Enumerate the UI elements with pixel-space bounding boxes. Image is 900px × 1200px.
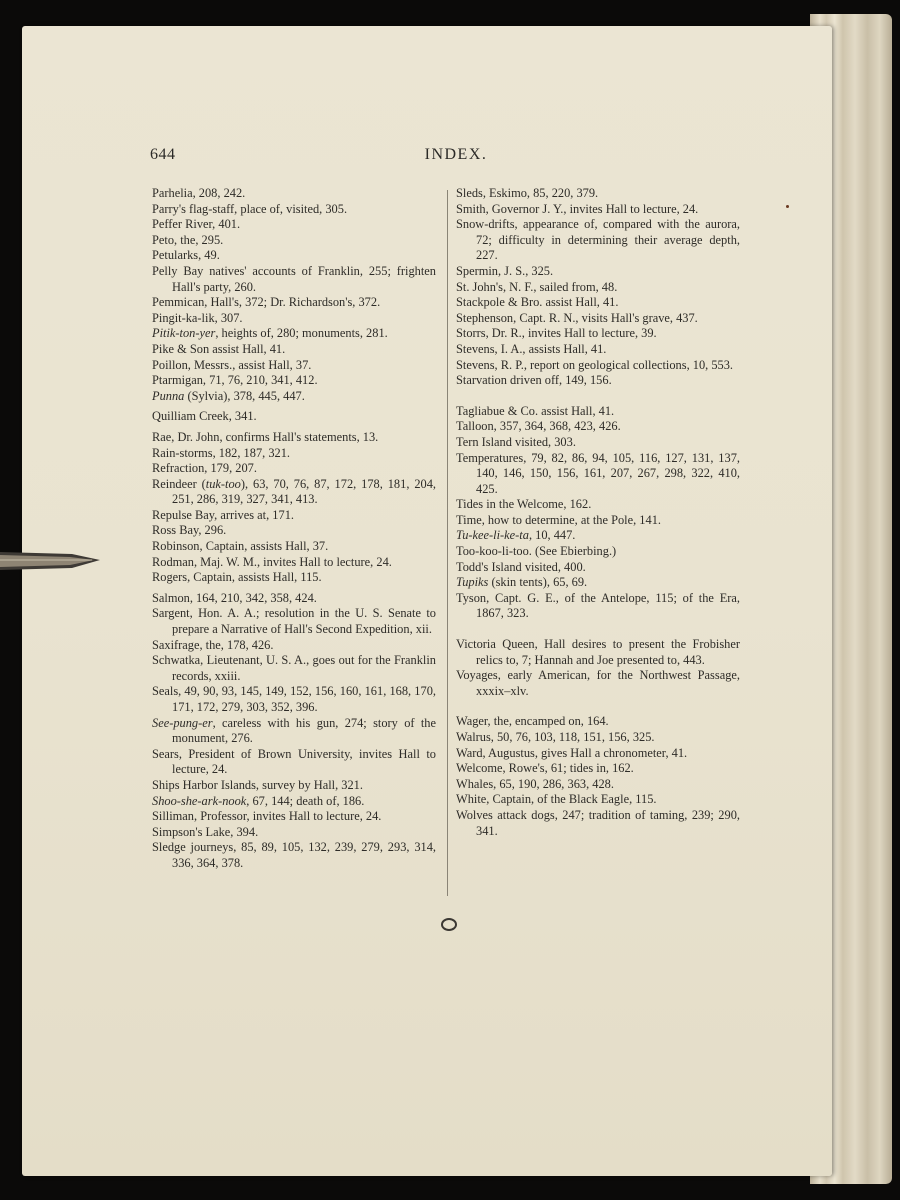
index-entry [152, 555, 436, 571]
index-entry [456, 217, 740, 264]
index-entry-text: Peffer River, 401. [152, 217, 241, 232]
index-entry-text: Repulse Bay, arrives at, 171. [152, 507, 294, 522]
index-entry [456, 637, 740, 668]
index-column-right [456, 186, 740, 839]
index-entry [152, 430, 436, 446]
index-entry [456, 591, 740, 622]
index-entry [152, 778, 436, 794]
index-entry [152, 409, 436, 425]
index-entry-text: Stevens, R. P., report on geological collections, 10, 553. [456, 357, 734, 372]
index-entry-text: Parry's flag-staff, place of, visited, 305. [152, 201, 348, 216]
index-entry [456, 451, 740, 498]
index-entry [456, 186, 740, 202]
index-entry-text: Starvation driven off, 149, 156. [456, 373, 612, 388]
index-entry [152, 248, 436, 264]
index-entry [152, 508, 436, 524]
index-entry-text: Todd's Island visited, 400. [456, 559, 586, 574]
index-entry [152, 461, 436, 477]
running-head: INDEX. [424, 146, 488, 163]
index-entry-text: St. John's, N. F., sailed from, 48. [456, 279, 618, 294]
index-entry [152, 840, 436, 871]
index-entry [456, 358, 740, 374]
index-entry [152, 825, 436, 841]
index-entry-text: Talloon, 357, 364, 368, 423, 426. [456, 419, 621, 434]
index-entry-text: Walrus, 50, 76, 103, 118, 151, 156, 325. [456, 730, 655, 744]
index-entry [152, 311, 436, 327]
index-entry-text: (skin tents), 65, 69. [488, 575, 588, 590]
index-entry-text: Poillon, Messrs., assist Hall, 37. [152, 357, 312, 372]
page-header [150, 146, 762, 170]
index-entry-text: Pelly Bay natives' accounts of Franklin, 255; frighten Hall's party, 260. [152, 263, 436, 294]
index-entry-text: Schwatka, Lieutenant, U. S. A., goes out for the Franklin records, xxiii. [152, 653, 436, 683]
index-entry-italic-term: Shoo-she-ark-nook [152, 793, 247, 808]
index-entry [456, 792, 740, 808]
index-entry [152, 217, 436, 233]
index-entry-text: , careless with his gun, 274; story of the monument, 276. [172, 715, 436, 746]
index-entry [152, 606, 436, 637]
column-divider [447, 190, 448, 896]
index-entry-text: Rodman, Maj. W. M., invites Hall to lecture, 24. [152, 554, 392, 569]
index-entry [152, 684, 436, 715]
index-entry-text: Spermin, J. S., 325. [456, 263, 554, 278]
index-entry-text: Whales, 65, 190, 286, 363, 428. [456, 776, 614, 791]
index-entry [152, 747, 436, 778]
index-entry-text: Rain-storms, 182, 187, 321. [152, 445, 291, 460]
index-entry-text: Simpson's Lake, 394. [152, 824, 259, 839]
index-entry [456, 435, 740, 451]
index-entry-text: Temperatures, 79, 82, 86, 94, 105, 116, 127, 131, 137, 140, 146, 150, 156, 161, 207, 267, 298, 322, 410, 425. [456, 450, 740, 496]
index-entry-italic-term: Tupiks [456, 575, 489, 590]
index-entry-text: Refraction, 179, 207. [152, 461, 257, 476]
page-number: 644 [150, 146, 176, 163]
index-entry-text: Sleds, Eskimo, 85, 220, 379. [456, 186, 599, 200]
index-entry-text: Pemmican, Hall's, 372; Dr. Richardson's, 372. [152, 295, 381, 310]
index-entry-italic-term: Punna [152, 388, 185, 403]
index-entry [456, 575, 740, 591]
index-entry-text: Rae, Dr. John, confirms Hall's statements, 13. [152, 429, 379, 444]
index-entry [456, 746, 740, 762]
index-entry [456, 544, 740, 560]
paper-speck [786, 205, 789, 208]
index-entry-text: Time, how to determine, at the Pole, 141. [456, 512, 661, 527]
index-entry-text: Victoria Queen, Hall desires to present the Frobisher relics to, 7; Hannah and Joe presented to, 443. [456, 637, 740, 667]
index-entry [456, 311, 740, 327]
index-entry [152, 446, 436, 462]
index-entry [152, 809, 436, 825]
index-entry [456, 777, 740, 793]
index-entry [456, 668, 740, 699]
index-entry-text: Tides in the Welcome, 162. [456, 497, 592, 512]
index-entry-text: Wolves attack dogs, 247; tradition of taming, 239; 290, 341. [456, 807, 740, 838]
index-entry [456, 373, 740, 389]
index-entry-text: Pingit-ka-lik, 307. [152, 310, 243, 325]
index-entry [456, 326, 740, 342]
index-entry-text: Sargent, Hon. A. A.; resolution in the U. S. Senate to prepare a Narrative of Hall's Second Expedition, xii. [152, 606, 436, 637]
index-entry [456, 761, 740, 777]
index-entry [152, 295, 436, 311]
index-entry-text: , heights of, 280; monuments, 281. [215, 326, 388, 341]
index-entry [152, 794, 436, 810]
index-entry [456, 202, 740, 218]
index-entry-text: Storrs, Dr. R., invites Hall to lecture, 39. [456, 326, 657, 341]
index-entry-text: Pike & Son assist Hall, 41. [152, 341, 286, 356]
index-entry [152, 653, 436, 684]
index-entry-text: Tern Island visited, 303. [456, 434, 576, 449]
index-entry-text: Silliman, Professor, invites Hall to lecture, 24. [152, 809, 382, 824]
index-entry [456, 808, 740, 839]
index-entry-text: White, Captain, of the Black Eagle, 115. [456, 792, 657, 807]
index-entry [456, 280, 740, 296]
index-entry-text: Salmon, 164, 210, 342, 358, 424. [152, 590, 317, 605]
index-entry [456, 528, 740, 544]
index-entry-text: Sledge journeys, 85, 89, 105, 132, 239, 279, 293, 314, 336, 364, 378. [152, 840, 436, 870]
index-entry [456, 404, 740, 420]
index-entry [152, 264, 436, 295]
index-entry-text: Stackpole & Bro. assist Hall, 41. [456, 295, 619, 310]
index-entry [456, 730, 740, 746]
index-entry [152, 716, 436, 747]
index-entry [152, 523, 436, 539]
index-entry-text: Sears, President of Brown University, invites Hall to lecture, 24. [152, 746, 436, 777]
index-entry-text: Tagliabue & Co. assist Hall, 41. [456, 403, 615, 418]
index-entry [456, 513, 740, 529]
index-entry-text: Wager, the, encamped on, 164. [456, 714, 609, 729]
index-entry [152, 477, 436, 508]
index-entry [152, 342, 436, 358]
index-entry-text: Rogers, Captain, assists Hall, 115. [152, 570, 322, 585]
index-entry-text: Voyages, early American, for the Northwest Passage, xxxix–xlv. [456, 668, 740, 698]
index-entry [456, 342, 740, 358]
index-entry [456, 264, 740, 280]
index-entry [152, 186, 436, 202]
index-entry-italic-term: See-pung-er [152, 715, 213, 730]
index-entry [456, 714, 740, 730]
index-entry-text: , 10, 447. [528, 528, 576, 543]
index-entry-text: Stephenson, Capt. R. N., visits Hall's grave, 437. [456, 310, 698, 325]
index-entry-text: Welcome, Rowe's, 61; tides in, 162. [456, 761, 634, 776]
index-entry [152, 233, 436, 249]
index-entry-text: Parhelia, 208, 242. [152, 186, 246, 200]
index-entry-text: Ross Bay, 296. [152, 523, 227, 538]
index-entry [152, 373, 436, 389]
index-entry-text: Ptarmigan, 71, 76, 210, 341, 412. [152, 373, 318, 388]
index-entry-text: (Sylvia), 378, 445, 447. [184, 388, 305, 403]
index-entry [456, 497, 740, 513]
index-entry-italic-term: tuk-too [205, 476, 241, 491]
index-entry-text: Ships Harbor Islands, survey by Hall, 321. [152, 777, 363, 792]
index-entry-italic-term: Pitik-ton-yer [152, 326, 216, 341]
index-entry-text: Quilliam Creek, 341. [152, 409, 257, 424]
index-entry [152, 202, 436, 218]
index-entry [152, 539, 436, 555]
index-entry-text: Smith, Governor J. Y., invites Hall to lecture, 24. [456, 201, 699, 216]
index-entry-text: ), 63, 70, 76, 87, 172, 178, 181, 204, 251, 286, 319, 327, 341, 413. [172, 476, 436, 507]
index-column-left [152, 186, 436, 872]
index-entry [152, 389, 436, 405]
index-entry [456, 295, 740, 311]
index-entry-italic-term: Tu-kee-li-ke-ta [456, 528, 529, 543]
index-entry [152, 591, 436, 607]
end-ornament-icon [441, 918, 457, 931]
index-entry-text: Stevens, I. A., assists Hall, 41. [456, 341, 607, 356]
index-entry-text: Ward, Augustus, gives Hall a chronometer, 41. [456, 745, 688, 760]
index-entry [456, 419, 740, 435]
index-entry-text: Snow-drifts, appearance of, compared with the aurora, 72; difficulty in determining their average depth, 227. [456, 217, 740, 263]
index-entry [152, 638, 436, 654]
index-entry-text: Robinson, Captain, assists Hall, 37. [152, 539, 329, 554]
index-entry-text: Reindeer ( [152, 476, 206, 491]
index-entry-text: , 67, 144; death of, 186. [246, 793, 365, 808]
index-entry [152, 358, 436, 374]
index-entry-text: Saxifrage, the, 178, 426. [152, 637, 274, 652]
index-entry-text: Tyson, Capt. G. E., of the Antelope, 115; of the Era, 1867, 323. [456, 590, 740, 621]
index-entry [456, 560, 740, 576]
index-entry-text: Seals, 49, 90, 93, 145, 149, 152, 156, 160, 161, 168, 170, 171, 172, 279, 303, 352, 396. [152, 684, 436, 714]
index-entry-text: Petularks, 49. [152, 248, 220, 263]
bookmark-ribbon [0, 546, 100, 574]
index-entry [152, 326, 436, 342]
index-entry [152, 570, 436, 586]
index-entry-text: Too-koo-li-too. (See Ebierbing.) [456, 544, 617, 559]
index-entry-text: Peto, the, 295. [152, 232, 224, 247]
